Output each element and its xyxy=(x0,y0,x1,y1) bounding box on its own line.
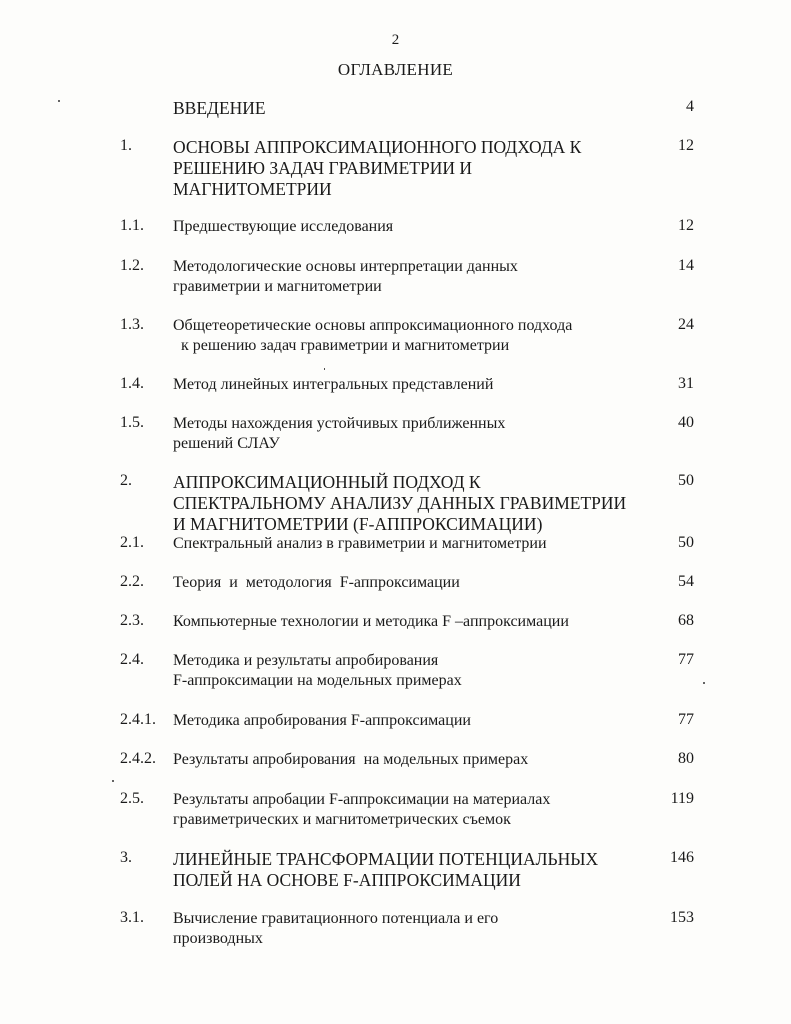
toc-entry-page: 14 xyxy=(678,257,694,274)
toc-entry-page: 12 xyxy=(678,137,694,154)
scan-speck xyxy=(324,368,325,370)
toc-entry-title: Методика апробирования F-аппроксимации xyxy=(173,712,471,729)
toc-entry-page: 50 xyxy=(678,472,694,489)
toc-entry-number: 2.4.2. xyxy=(120,750,156,767)
toc-entry-title: Компьютерные технологии и методика F –аппроксимации xyxy=(173,613,569,630)
toc-entry-title: Метод линейных интегральных представлений xyxy=(173,376,494,393)
toc-entry-number: 2.4. xyxy=(120,651,144,668)
toc-entry-number: 2.5. xyxy=(120,790,144,807)
toc-entry-title: Результаты апробации F-аппроксимации на материалах гравиметрических и магнитометрических съемок xyxy=(173,791,551,828)
toc-entry-page: 50 xyxy=(678,534,694,551)
toc-entry-number: 2.2. xyxy=(120,573,144,590)
toc-entry-page: 4 xyxy=(686,98,694,115)
toc-entry-page: 80 xyxy=(678,750,694,767)
toc-entry-number: 1.3. xyxy=(120,316,144,333)
toc-entry-page: 119 xyxy=(670,790,694,807)
toc-entry-title: Общетеоретические основы аппроксимационного подхода к решению задач гравиметрии и магнитометрии xyxy=(173,317,573,354)
toc-entry-number: 2.4.1. xyxy=(120,711,156,728)
toc-entry-title: Предшествующие исследования xyxy=(173,218,394,235)
toc-entry-page: 24 xyxy=(678,316,694,333)
page-number: 2 xyxy=(391,32,400,48)
toc-entry-number: 1.4. xyxy=(120,375,144,392)
toc-entry-page: 31 xyxy=(678,375,694,392)
toc-entry-number: 1.1. xyxy=(120,217,144,234)
toc-entry-number: 2.1. xyxy=(120,534,144,551)
toc-heading: ОГЛАВЛЕНИЕ xyxy=(337,60,454,79)
toc-entry-page: 54 xyxy=(678,573,694,590)
toc-entry-page: 12 xyxy=(678,217,694,234)
toc-entry-title: ВВЕДЕНИЕ xyxy=(173,98,266,118)
toc-entry-title: ОСНОВЫ АППРОКСИМАЦИОННОГО ПОДХОДА К РЕШЕНИЮ ЗАДАЧ ГРАВИМЕТРИИ И МАГНИТОМЕТРИИ xyxy=(173,137,582,199)
toc-entry-title: ЛИНЕЙНЫЕ ТРАНСФОРМАЦИИ ПОТЕНЦИАЛЬНЫХ ПОЛЕЙ НА ОСНОВЕ F-АППРОКСИМАЦИИ xyxy=(173,849,599,890)
toc-entry-number: 3.1. xyxy=(120,909,144,926)
toc-entry-number: 2.3. xyxy=(120,612,144,629)
toc-entry-number: 1.2. xyxy=(120,257,144,274)
toc-entry-title: Методика и результаты апробирования F-аппроксимации на модельных примерах xyxy=(173,652,462,689)
toc-entry-page: 146 xyxy=(670,849,694,866)
toc-entry-title: Результаты апробирования на модельных примерах xyxy=(173,751,529,768)
toc-entry-title: Методологические основы интерпретации данных гравиметрии и магнитометрии xyxy=(173,258,518,295)
toc-entry-title: Спектральный анализ в гравиметрии и магнитометрии xyxy=(173,535,547,552)
toc-entry-title: Методы нахождения устойчивых приближенных решений СЛАУ xyxy=(173,415,506,452)
toc-entry-number: 3. xyxy=(120,849,132,866)
toc-entry-page: 40 xyxy=(678,414,694,431)
toc-entry-title: АППРОКСИМАЦИОННЫЙ ПОДХОД К СПЕКТРАЛЬНОМУ АНАЛИЗУ ДАННЫХ ГРАВИМЕТРИИ И МАГНИТОМЕТРИИ (F-АППРОКСИМАЦИИ) xyxy=(173,472,627,534)
toc-entry-page: 77 xyxy=(678,711,694,728)
scan-speck xyxy=(112,780,114,782)
scan-speck xyxy=(703,682,705,684)
toc-entry-page: 77 xyxy=(678,651,694,668)
toc-entry-page: 68 xyxy=(678,612,694,629)
scan-speck xyxy=(58,100,60,102)
toc-entry-page: 153 xyxy=(670,909,694,926)
toc-entry-number: 1.5. xyxy=(120,414,144,431)
toc-entry-title: Теория и методология F-аппроксимации xyxy=(173,574,460,591)
toc-entry-number: 1. xyxy=(120,137,132,154)
toc-entry-number: 2. xyxy=(120,472,132,489)
toc-entry-title: Вычисление гравитационного потенциала и его производных xyxy=(173,910,499,947)
